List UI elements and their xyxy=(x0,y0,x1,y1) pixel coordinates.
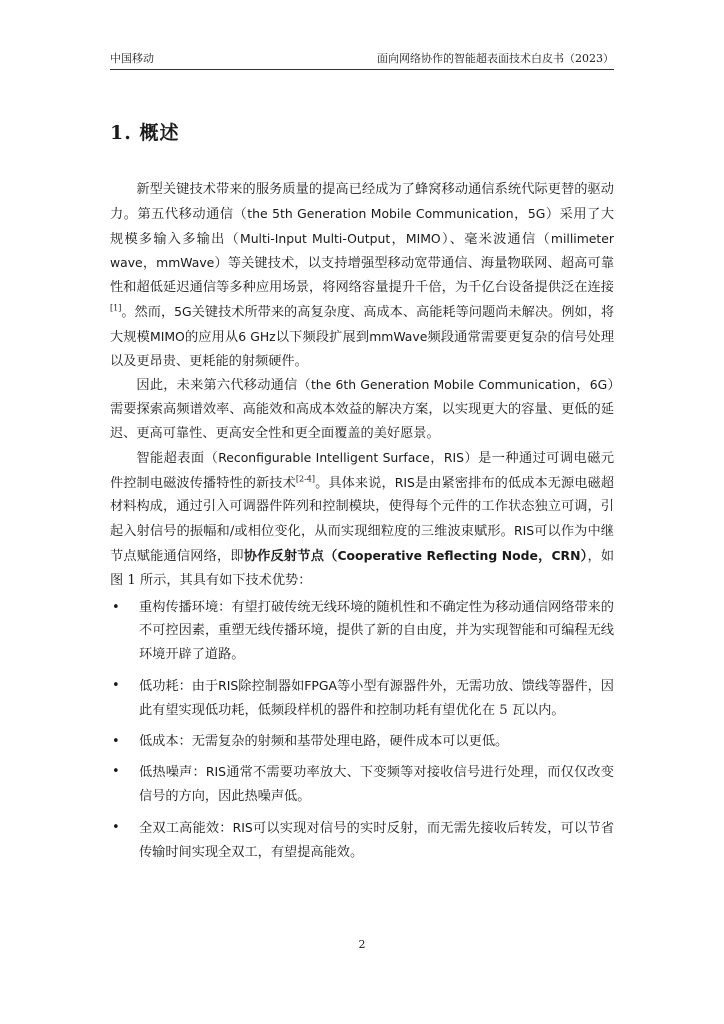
text-run: 新型关键技术带来的服务质量的提高已经成为了蜂窝移动通信系统代际更替的驱动力。第五代移动通信（ xyxy=(110,182,614,222)
advantages-list xyxy=(110,596,614,865)
bullet-icon: • xyxy=(112,599,120,615)
text-run: 6 GHz xyxy=(238,328,276,344)
text-run: RIS xyxy=(218,677,239,693)
text-run: 是由紧密排布的低成本无源电磁超材料构成，通过引入可调器件阵列和控制模块，使得每个元件的工作状态独立可调，引起入射信号的振幅和/或相位变化，从而实现细粒度的三维波束赋形。 xyxy=(110,475,615,540)
text-run: 以下频段扩展到 xyxy=(275,329,370,345)
bold-term: ， xyxy=(537,548,552,564)
paragraph-3 xyxy=(110,446,614,593)
text-run: ）采用了大规模多输入多输出（ xyxy=(110,206,615,247)
text-run: 重构传播环境：有望打破传统无线环境的随机性和不确定性为移动通信网络带来的不可控因素，重塑无线传播环境，提供了新的自由度，并为实现智能和可编程无线环境开辟了道路。 xyxy=(139,599,614,663)
text-run: RIS xyxy=(513,523,535,539)
text-run: 除控制器如 xyxy=(238,678,305,694)
text-run: FPGA xyxy=(304,677,337,693)
text-run: MIMO xyxy=(405,230,441,246)
list-item xyxy=(110,674,614,723)
paragraph-1 xyxy=(110,178,614,373)
text-run: ， xyxy=(576,378,590,394)
text-run: the 6th Generation Mobile Communication xyxy=(310,377,577,393)
text-run: 等小型有源器件外，无需功放、馈线等器件，因此有望实现低功耗，低频段样机的器件和控制功耗有望优化在 5 瓦以内。 xyxy=(139,678,614,718)
text-run: 因此，未来第六代移动通信（ xyxy=(136,378,311,394)
header-organization: 中国移动 xyxy=(110,52,154,65)
bullet-icon: • xyxy=(112,764,120,780)
text-run: Multi-Input Multi-Output xyxy=(240,230,391,246)
bold-term: 协作反射节点（ xyxy=(243,548,338,564)
text-run: mmWave xyxy=(369,328,428,344)
text-run: 关键技术所带来的高复杂度、高成本、高能耗等问题尚未解决。例如，将大规模 xyxy=(110,304,615,345)
text-run: ）需要探索高频谱效率、高能效和高成本效益的解决方案，以实现更大的容量、更低的延迟、更高可靠性、更高安全性和更全面覆盖的美好愿景。 xyxy=(110,378,615,441)
text-run: 低功耗：由于 xyxy=(139,678,219,694)
list-item xyxy=(110,816,614,865)
text-run: 。具体来说， xyxy=(314,475,395,491)
text-run: millimeter wave xyxy=(110,230,614,271)
text-run: MIMO xyxy=(150,328,185,344)
text-run: 可以实现对信号的实时反射，而无需先接收后转发，可以节省传输时间实现全双工，有望提高能效。 xyxy=(139,820,615,860)
text-run: 频段通常需要更复杂的信号处理以及更昂贵、更耗能的射频硬件。 xyxy=(110,329,615,369)
text-run: 低成本：无需复杂的射频和基带处理电路，硬件成本可以更低。 xyxy=(139,733,509,749)
text-run: 智能超表面（ xyxy=(136,450,219,466)
header-document-title: 面向网络协作的智能超表面技术白皮书（2023） xyxy=(377,52,614,65)
citation: [2-4] xyxy=(295,474,315,484)
text-run: ）、毫米波通信（ xyxy=(440,231,551,247)
text-run: ， xyxy=(513,206,528,222)
text-run: 可以作为中继节点赋能通信网络，即 xyxy=(110,524,614,564)
bold-term: ） xyxy=(580,548,588,564)
text-run: 5G xyxy=(527,205,546,221)
text-run: RIS xyxy=(232,819,253,835)
text-run: 全双工高能效： xyxy=(139,820,233,836)
text-run: ）等关键技术，以支持增强型移动宽带通信、海量物联网、超高可靠性和超低延迟通信等多种应用场景，将网络容量提升千倍，为千亿台设备提供泛在连接 xyxy=(110,256,615,296)
list-item xyxy=(110,596,614,667)
text-run: RIS xyxy=(394,474,415,490)
bold-term: CRN xyxy=(551,547,581,563)
citation: [1] xyxy=(110,303,122,313)
bullet-icon: • xyxy=(112,677,120,693)
bullet-icon: • xyxy=(112,733,120,749)
page-number: 2 xyxy=(358,938,366,951)
list-item xyxy=(110,760,614,809)
text-run: Reconfigurable Intelligent Surface xyxy=(218,449,430,465)
text-run: RIS xyxy=(205,764,227,780)
text-run: mmWave xyxy=(156,255,215,271)
text-run: 。然而， xyxy=(121,304,175,320)
text-run: ， xyxy=(390,231,406,247)
paragraph-2 xyxy=(110,373,614,445)
bold-term: Cooperative Reflecting Node xyxy=(337,547,538,563)
bullet-icon: • xyxy=(112,819,120,835)
text-run: ， xyxy=(429,450,444,466)
text-run: 5G xyxy=(174,303,192,319)
text-run: ，如图 1 所示，其具有如下技术优势： xyxy=(110,548,615,588)
text-run: 低热噪声： xyxy=(139,765,206,781)
text-run: ）是一种通过可调电磁元件控制电磁波传播特性的新技术 xyxy=(110,450,615,491)
list-item xyxy=(110,730,614,754)
text-run: ， xyxy=(142,256,157,272)
document-body xyxy=(110,178,614,872)
text-run: RIS xyxy=(443,449,465,465)
text-run: 6G xyxy=(589,377,608,393)
page-header xyxy=(110,50,614,70)
text-run: the 5th Generation Mobile Communication xyxy=(247,205,514,221)
text-run: 通常不需要功率放大、下变频等对接收信号进行处理，而仅仅改变信号的方向，因此热噪声低。 xyxy=(139,765,614,805)
text-run: 的应用从 xyxy=(184,329,239,345)
section-title: 1. 概述 xyxy=(110,122,180,144)
